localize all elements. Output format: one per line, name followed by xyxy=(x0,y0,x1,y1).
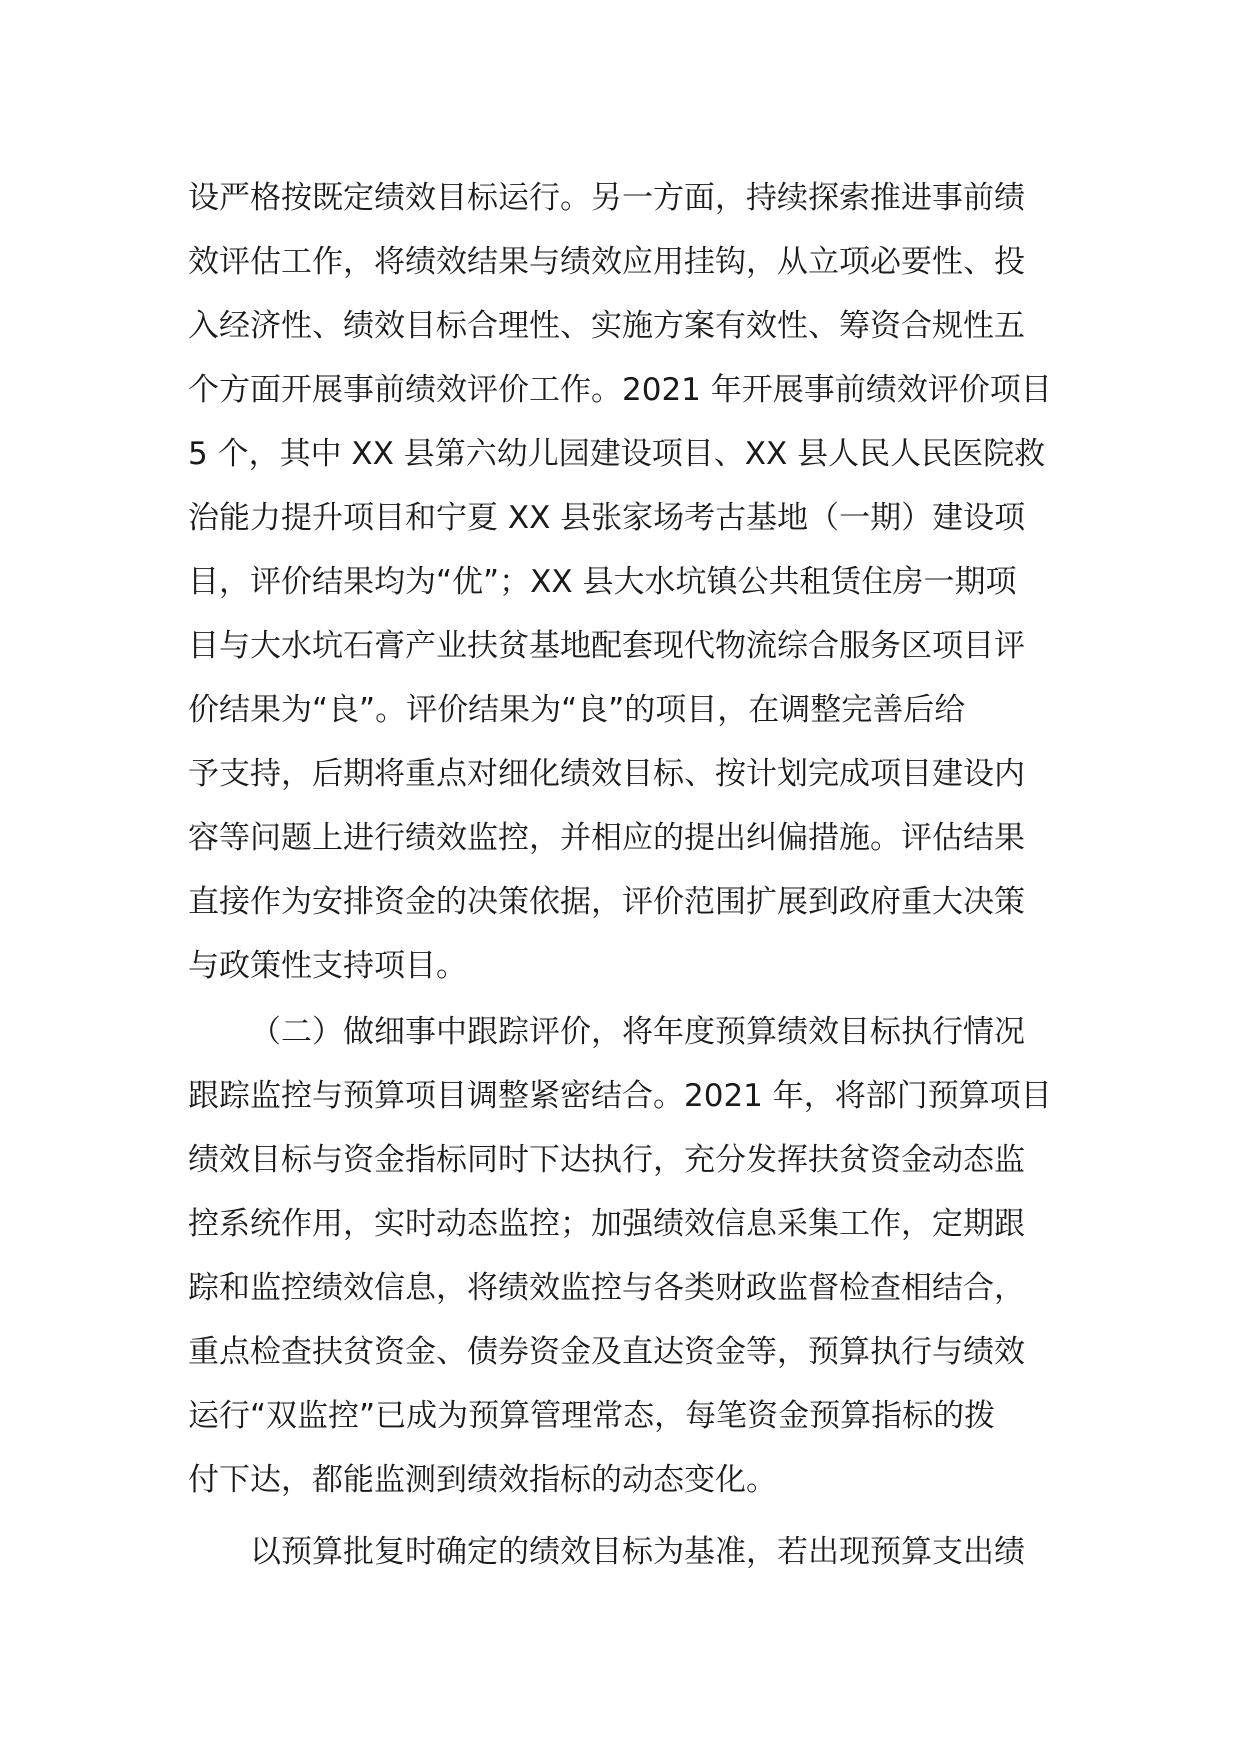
body-line: 设严格按既定绩效目标运行。另一方面，持续探索推进事前绩 xyxy=(188,180,1025,216)
body-line: 5 个，其中 XX 县第六幼儿园建设项目、XX 县人民人民医院救 xyxy=(188,436,1046,472)
paragraph-start-line: 以预算批复时确定的绩效目标为基准，若出现预算支出绩 xyxy=(250,1534,1025,1570)
body-line: 目与大水坑石膏产业扶贫基地配套现代物流综合服务区项目评 xyxy=(188,628,1025,664)
body-line: 效评估工作，将绩效结果与绩效应用挂钩，从立项必要性、投 xyxy=(188,244,1025,280)
body-line: 目，评价结果均为“优”；XX 县大水坑镇公共租赁住房一期项 xyxy=(188,564,1017,600)
body-line: 价结果为“良”。评价结果为“良”的项目，在调整完善后给 xyxy=(188,692,966,728)
body-line: 个方面开展事前绩效评价工作。2021 年开展事前绩效评价项目 xyxy=(188,372,1052,408)
body-line: 予支持，后期将重点对细化绩效目标、按计划完成项目建设内 xyxy=(188,756,1025,792)
body-line: 重点检查扶贫资金、债券资金及直达资金等，预算执行与绩效 xyxy=(188,1334,1025,1370)
body-line: 跟踪监控与预算项目调整紧密结合。2021 年，将部门预算项目 xyxy=(188,1078,1052,1114)
section-heading-line: （二）做细事中跟踪评价，将年度预算绩效目标执行情况 xyxy=(250,1014,1025,1050)
body-line: 与政策性支持项目。 xyxy=(188,948,467,984)
body-line: 运行“双监控”已成为预算管理常态，每笔资金预算指标的拨 xyxy=(188,1398,996,1434)
body-line: 直接作为安排资金的决策依据，评价范围扩展到政府重大决策 xyxy=(188,884,1025,920)
body-line: 踪和监控绩效信息，将绩效监控与各类财政监督检查相结合， xyxy=(188,1270,1025,1306)
body-line: 付下达，都能监测到绩效指标的动态变化。 xyxy=(188,1462,777,1498)
body-line: 容等问题上进行绩效监控，并相应的提出纠偏措施。评估结果 xyxy=(188,820,1025,856)
body-line: 控系统作用，实时动态监控；加强绩效信息采集工作，定期跟 xyxy=(188,1206,1025,1242)
body-line: 绩效目标与资金指标同时下达执行，充分发挥扶贫资金动态监 xyxy=(188,1142,1025,1178)
body-line: 治能力提升项目和宁夏 XX 县张家场考古基地（一期）建设项 xyxy=(188,500,1026,536)
body-line: 入经济性、绩效目标合理性、实施方案有效性、筹资合规性五 xyxy=(188,308,1025,344)
